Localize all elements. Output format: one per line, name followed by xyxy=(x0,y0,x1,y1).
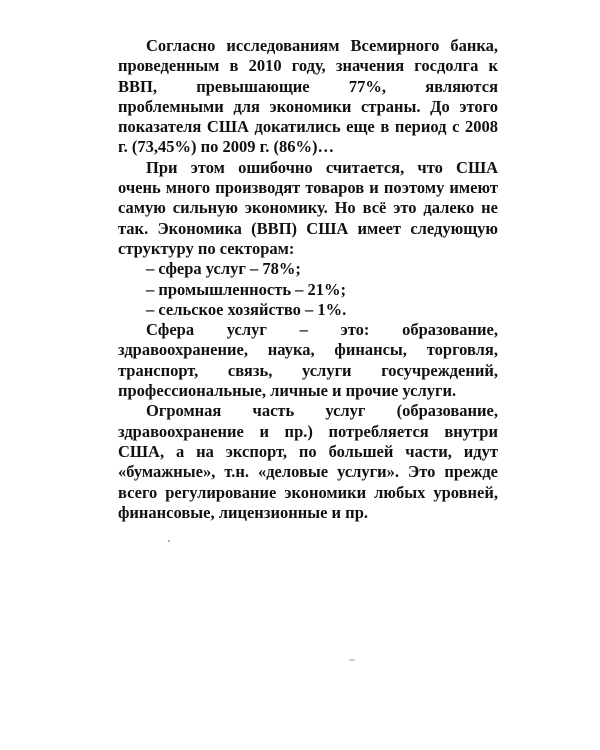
scan-speck xyxy=(349,659,355,661)
paragraph-services-export: Огромная часть услуг (образование, здравоохранение и пр.) потребляется внутри США, а на экспорт, по большей части, идут «бумажные», т.н. «деловые услуги». Это прежде всего регулирование экономики любых уровней, финансовые, лицензионные и пр. xyxy=(118,401,498,522)
paragraph-services-definition: Сфера услуг – это: образование, здравоохранение, наука, финансы, торговля, транспорт, связь, услуги госучреждений, профессиональные, личные и прочие услуги. xyxy=(118,320,498,401)
paragraph-gov-debt: Согласно исследованиям Всемирного банка, проведенным в 2010 году, значения госдолга к ВВП, превышающие 77%, являются проблемными для экономики страны. До этого показателя США докатились еще в период с 2008 г. (73,45%) по 2009 г. (86%)… xyxy=(118,36,498,157)
document-page xyxy=(118,36,498,523)
sector-item-agriculture: – сельское хозяйство – 1%. xyxy=(146,299,347,319)
sector-item-industry: – промышленность – 21%; xyxy=(146,279,347,299)
sector-list xyxy=(118,259,498,320)
sector-item-services: – сфера услуг – 78%; xyxy=(146,259,301,279)
paragraph-economy-structure: При этом ошибочно считается, что США очень много производят товаров и поэтому имеют самую сильную экономику. Но всё это далеко не так. Экономика (ВВП) США имеет следующую структуру по секторам: xyxy=(118,157,498,258)
scan-speck xyxy=(168,540,170,542)
